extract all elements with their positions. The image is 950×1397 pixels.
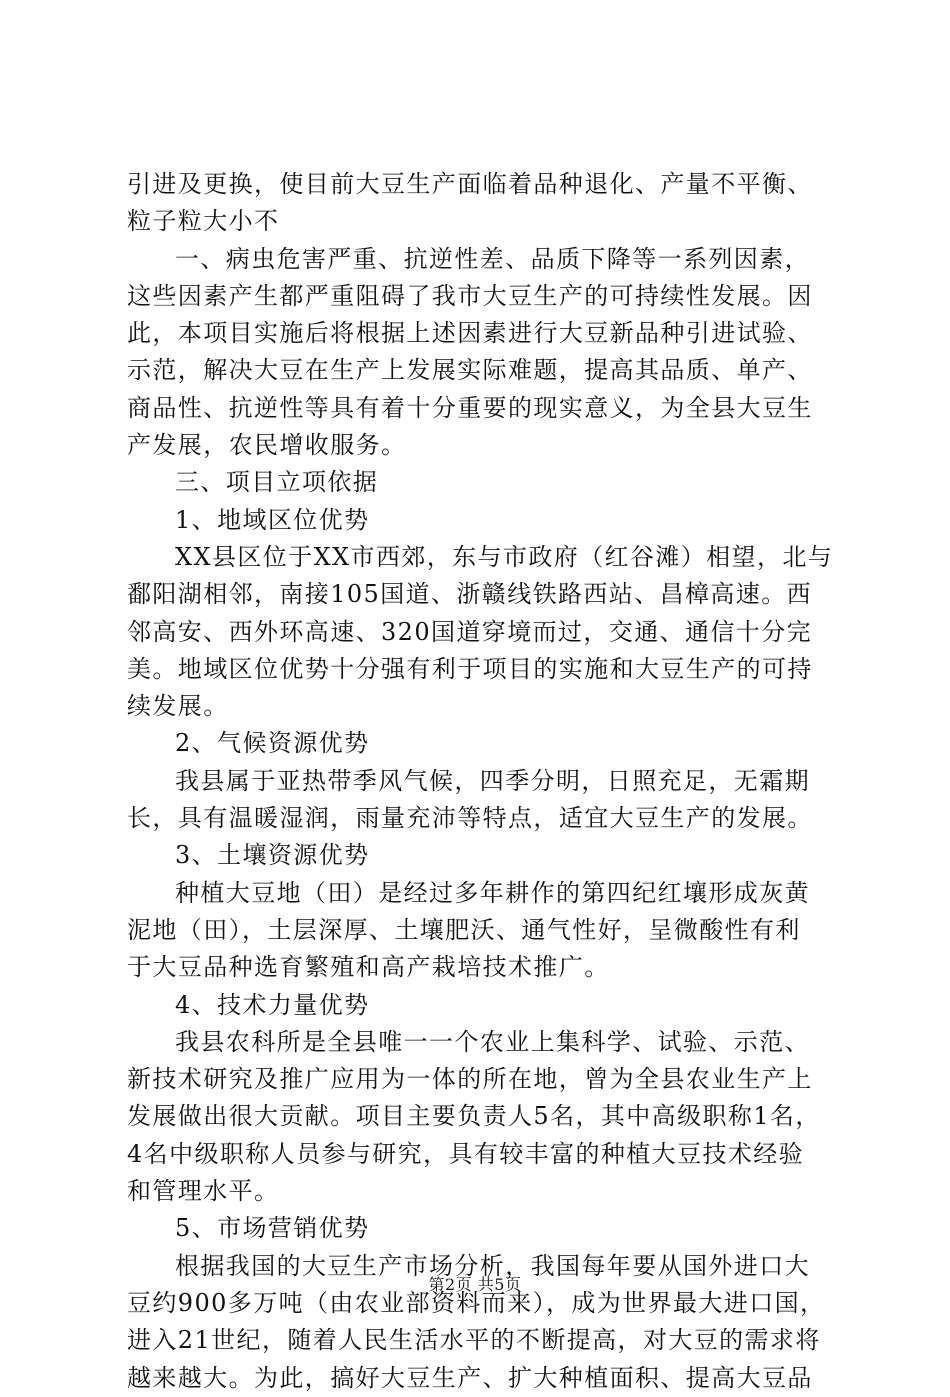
text-line: 此，本项目实施后将根据上述因素进行大豆新品种引进试验、	[127, 319, 813, 348]
text-line: 进入21世纪，随着人民生活水平的不断提高，对大豆的需求将	[127, 1326, 821, 1355]
text-line: 5、市场营销优势	[175, 1214, 370, 1243]
text-line: 美。地域区位优势十分强有利于项目的实施和大豆生产的可持	[127, 654, 813, 683]
text-line: 粒子粒大小不	[127, 207, 280, 236]
text-line: 3、土壤资源优势	[175, 841, 370, 870]
text-line: 新技术研究及推广应用为一体的所在地，曾为全县农业生产上	[127, 1065, 813, 1094]
document-body	[127, 166, 847, 1397]
text-line: 4、技术力量优势	[175, 990, 370, 1019]
text-line: 续发展。	[127, 692, 229, 721]
text-line: 根据我国的大豆生产市场分析，我国每年要从国外进口大	[175, 1251, 810, 1280]
text-line: 我县属于亚热带季风气候，四季分明，日照充足，无霜期	[175, 766, 810, 795]
text-line: 三、项目立项依据	[175, 468, 379, 497]
text-line: 种植大豆地（田）是经过多年耕作的第四纪红壤形成灰黄	[175, 878, 810, 907]
text-line: 1、地域区位优势	[175, 505, 370, 534]
text-line: 产发展，农民增收服务。	[127, 431, 407, 460]
text-line: 鄱阳湖相邻，南接105国道、浙赣线铁路西站、昌樟高速。西	[127, 580, 813, 609]
page-footer: 第2页 共5页	[428, 1275, 522, 1294]
text-line: 邻高安、西外环高速、320国道穿境而过，交通、通信十分完	[127, 617, 813, 646]
text-line: 泥地（田），土层深厚、土壤肥沃、通气性好，呈微酸性有利	[127, 915, 801, 944]
text-line: 越来越大。为此，搞好大豆生产、扩大种植面积、提高大豆品	[127, 1363, 813, 1392]
text-line: XX县区位于XX市西郊，东与市政府（红谷滩）相望，北与	[175, 542, 834, 571]
text-line: 长，具有温暖湿润，雨量充沛等特点，适宜大豆生产的发展。	[127, 804, 813, 833]
text-line: 我县农科所是全县唯一一个农业上集科学、试验、示范、	[175, 1027, 810, 1056]
text-line: 4名中级职称人员参与研究，具有较丰富的种植大豆技术经验	[127, 1139, 805, 1168]
text-line: 和管理水平。	[127, 1177, 280, 1206]
text-line: 一、病虫危害严重、抗逆性差、品质下降等一系列因素，	[175, 244, 810, 273]
text-line: 商品性、抗逆性等具有着十分重要的现实意义，为全县大豆生	[127, 393, 813, 422]
text-line: 发展做出很大贡献。项目主要负责人5名，其中高级职称1名，	[127, 1102, 821, 1131]
text-line: 引进及更换，使目前大豆生产面临着品种退化、产量不平衡、	[127, 170, 813, 198]
text-line: 豆约900多万吨（由农业部资料而来），成为世界最大进口国，	[127, 1288, 826, 1317]
text-line: 2、气候资源优势	[175, 729, 370, 758]
text-line: 这些因素产生都严重阻碍了我市大豆生产的可持续性发展。因	[127, 281, 813, 310]
text-line: 于大豆品种选育繁殖和高产栽培技术推广。	[127, 953, 610, 982]
text-line: 示范，解决大豆在生产上发展实际难题，提高其品质、单产、	[127, 356, 813, 385]
